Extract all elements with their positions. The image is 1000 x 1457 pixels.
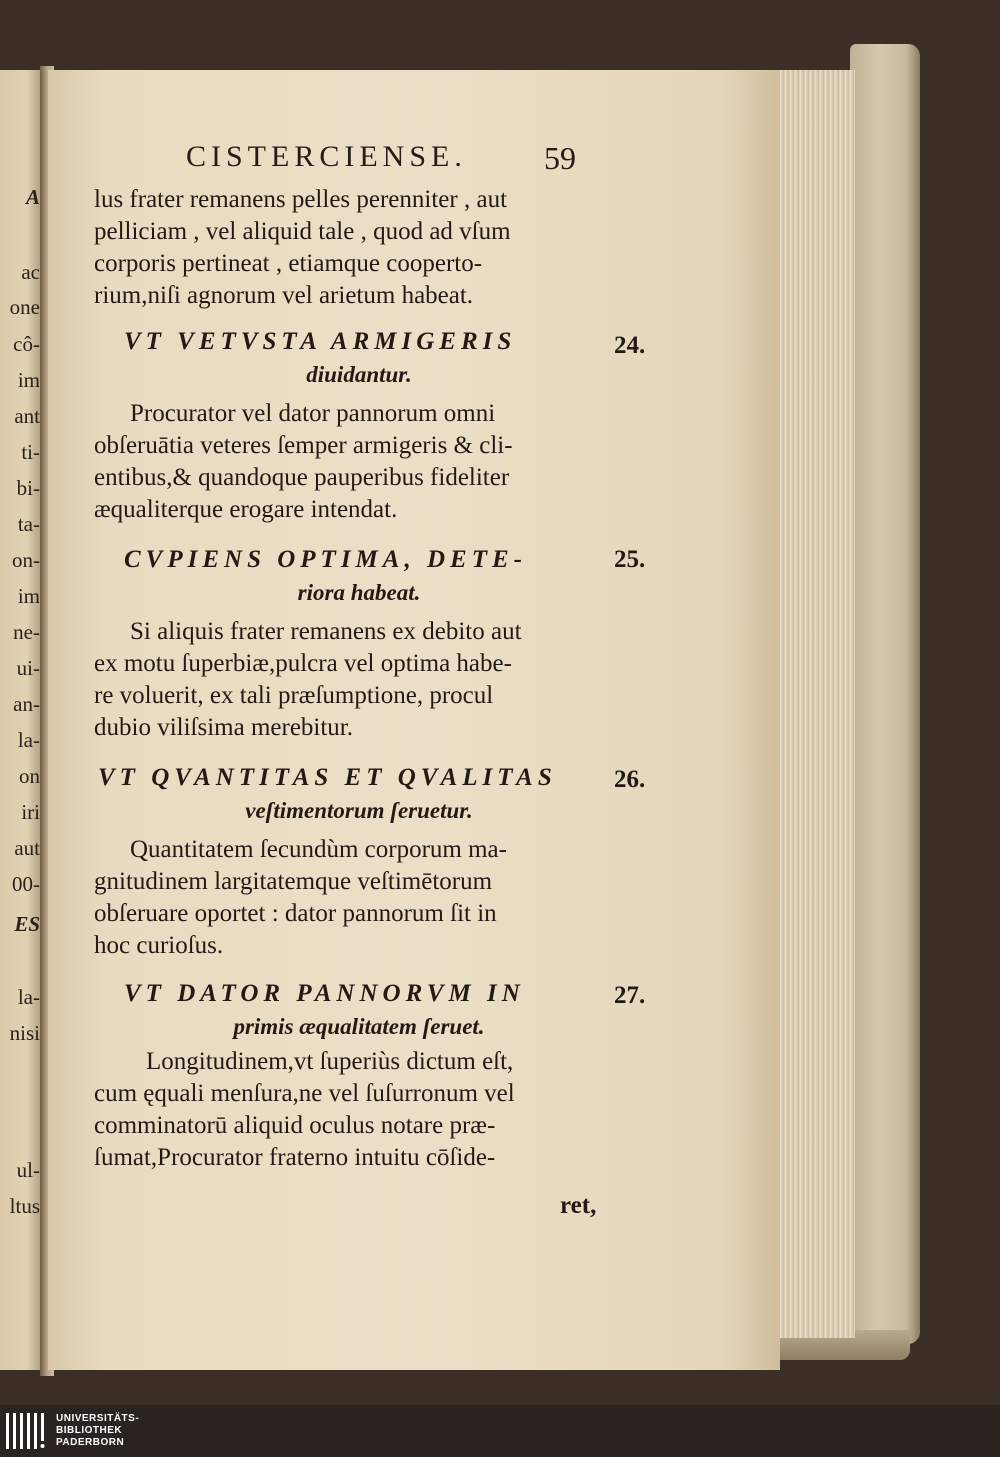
margin-number: 27. — [614, 982, 646, 1009]
previous-page-fragment: ltus — [9, 1194, 40, 1218]
previous-page-fragment: cô- — [13, 332, 40, 356]
text-line: Procurator vel dator pannorum omni — [130, 400, 496, 427]
text-line: entibus,& quandoque pauperibus fideliter — [94, 464, 510, 491]
previous-page-fragment: ul- — [16, 1158, 40, 1182]
previous-page-fragment: ne- — [13, 620, 40, 644]
text-line: pelliciam , vel aliquid tale , quod ad vſum — [94, 218, 511, 245]
previous-page-fragment: an- — [13, 692, 40, 716]
page-number: 59 — [544, 140, 576, 176]
previous-page-fragment: ta- — [17, 512, 40, 536]
text-line: rium,niſi agnorum vel arietum habeat. — [94, 282, 474, 309]
text-line: comminatorū aliquid oculus notare præ- — [94, 1112, 496, 1139]
previous-page-fragment: ES — [14, 912, 40, 936]
previous-page-fragment: ti- — [21, 440, 40, 464]
text-line: obſeruare oportet : dator pannorum ſit in — [94, 900, 497, 927]
text-line: Longitudinem,vt ſuperiùs dictum eſt, — [146, 1048, 514, 1075]
text-line: ſumat,Procurator fraterno intuitu cōſide- — [94, 1144, 496, 1171]
library-name — [56, 1413, 139, 1449]
text-line: corporis pertineat , etiamque cooperto- — [94, 250, 483, 277]
section-heading: VT QVANTITAS ET QVALITAS — [98, 764, 557, 791]
text-line: lus frater remanens pelles perenniter , aut — [94, 186, 508, 213]
previous-page-fragment: im — [17, 368, 40, 392]
text-line: hoc curioſus. — [94, 932, 224, 959]
margin-number: 25. — [614, 546, 646, 573]
page-fore-edge — [775, 70, 855, 1338]
section-heading: VT VETVSTA ARMIGERIS — [124, 328, 517, 355]
previous-page-fragment: im — [17, 584, 40, 608]
previous-page-fragment: iri — [21, 800, 40, 824]
previous-page-fragment: nisi — [9, 1021, 40, 1045]
text-line: obſeruātia veteres ſemper armigeris & cli- — [94, 432, 513, 459]
previous-page-fragment: la- — [17, 985, 40, 1009]
previous-page-fragment: one — [9, 295, 40, 319]
previous-page-fragment: la- — [17, 728, 40, 752]
library-name-line: UNIVERSITÄTS- — [56, 1413, 140, 1424]
text-line: Quantitatem ſecundùm corporum ma- — [130, 836, 507, 863]
library-name-line: PADERBORN — [56, 1437, 125, 1448]
text-line: dubio viliſsima merebitur. — [94, 714, 353, 741]
previous-page-fragment: ac — [21, 260, 40, 284]
catchword: ret, — [560, 1192, 597, 1219]
previous-page-fragment: on — [19, 764, 40, 788]
section-heading-cont: primis æqualitatem ſeruet. — [233, 1014, 485, 1039]
margin-number: 26. — [614, 766, 646, 793]
text-line: gnitudinem largitatemque veſtimētorum — [94, 868, 493, 895]
vellum-cover — [850, 44, 920, 1344]
text-line: Si aliquis frater remanens ex debito aut — [130, 618, 522, 645]
previous-page-fragment: ui- — [16, 656, 40, 680]
previous-page-fragment: ant — [14, 404, 40, 428]
previous-page-edge — [0, 70, 44, 1370]
previous-page-fragment: A — [25, 185, 40, 209]
margin-number: 24. — [614, 332, 646, 359]
text-line: ex motu ſuperbiæ,pulcra vel optima habe- — [94, 650, 512, 677]
text-line: re voluerit, ex tali præſumptione, procul — [94, 682, 494, 709]
previous-page-fragment: on- — [12, 548, 40, 572]
library-footer — [0, 1405, 1000, 1457]
section-heading-cont: diuidantur. — [306, 362, 412, 387]
library-logo-icon — [4, 1411, 46, 1451]
text-line: cum ęquali menſura,ne vel ſuſurronum vel — [94, 1080, 515, 1107]
previous-page-fragment: 00- — [12, 872, 40, 896]
section-heading-cont: veſtimentorum ſeruetur. — [245, 798, 473, 823]
previous-page-fragment: aut — [14, 836, 40, 860]
section-heading: CVPIENS OPTIMA, DETE- — [124, 546, 527, 573]
running-head-title: CISTERCIENSE. — [186, 140, 467, 173]
previous-page-fragment: bi- — [16, 476, 40, 500]
section-heading-cont: riora habeat. — [297, 580, 421, 605]
text-line: æqualiterque erogare intendat. — [94, 496, 398, 523]
library-name-line: BIBLIOTHEK — [56, 1425, 123, 1436]
running-head — [186, 140, 616, 180]
section-heading: VT DATOR PANNORVM IN — [124, 980, 525, 1007]
